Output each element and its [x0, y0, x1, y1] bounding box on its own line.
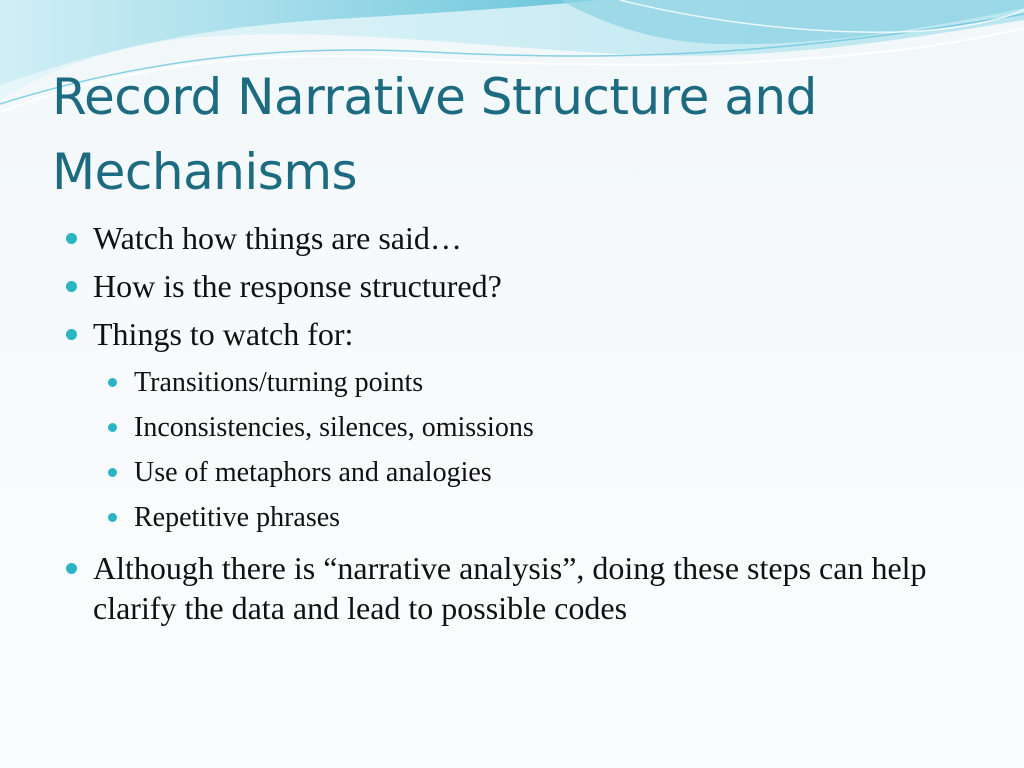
slide-title [52, 60, 992, 210]
sub-bullet-item [102, 495, 960, 540]
bullet-dot-icon [66, 233, 77, 244]
bullet-item [60, 548, 960, 628]
bullet-text: How is the response structured? [93, 268, 502, 304]
title-line-1: Record Narrative Structure and [52, 68, 817, 126]
sub-bullet-dot-icon [108, 423, 117, 432]
sub-bullet-text: Repetitive phrases [134, 502, 341, 533]
bullet-item [60, 218, 960, 258]
bullet-list [60, 218, 960, 636]
bullet-item [60, 266, 960, 306]
bullet-dot-icon [66, 329, 77, 340]
sub-bullet-dot-icon [108, 378, 117, 387]
sub-bullet-item [102, 405, 960, 450]
sub-bullet-text: Inconsistencies, silences, omissions [134, 412, 534, 443]
sub-bullet-text: Use of metaphors and analogies [134, 457, 492, 488]
bullet-text: Things to watch for: [93, 316, 354, 352]
sub-bullet-dot-icon [108, 468, 117, 477]
bullet-item [60, 314, 960, 540]
bullet-dot-icon [66, 563, 77, 574]
sub-bullet-dot-icon [108, 513, 117, 522]
bullet-text: Although there is “narrative analysis”, doing these steps can help clarify the data and lead to possible codes [93, 550, 927, 626]
sub-bullet-text: Transitions/turning points [134, 367, 424, 398]
sub-bullet-list [93, 360, 960, 540]
title-line-2: Mechanisms [52, 143, 358, 201]
bullet-dot-icon [66, 281, 77, 292]
sub-bullet-item [102, 360, 960, 405]
sub-bullet-item [102, 450, 960, 495]
bullet-text: Watch how things are said… [93, 220, 462, 256]
